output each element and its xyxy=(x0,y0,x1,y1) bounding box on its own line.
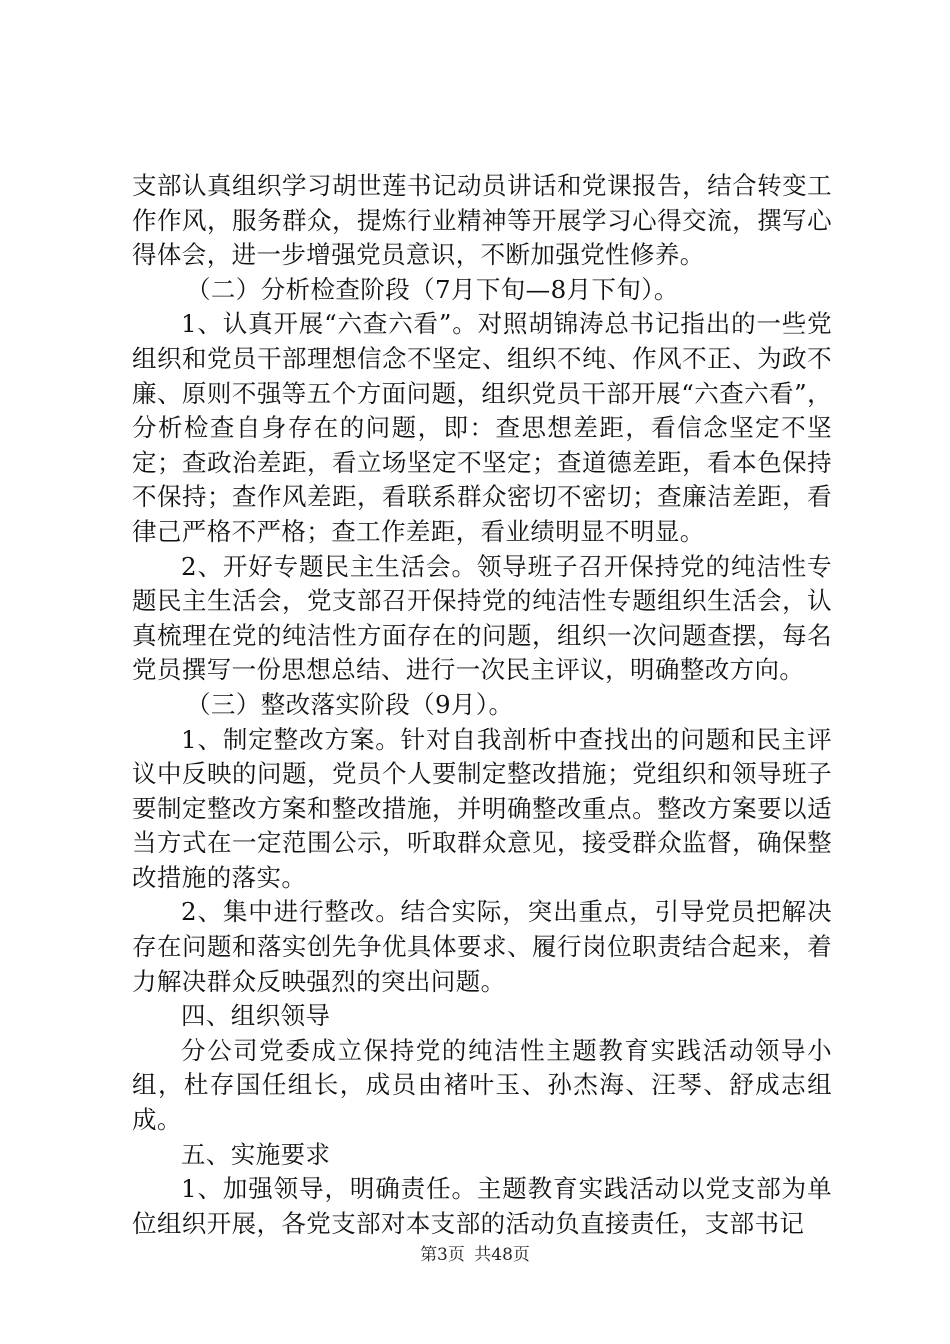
paragraph-leadership-group: 分公司党委成立保持党的纯洁性主题教育实践活动领导小组，杜存国任组长，成员由褚叶玉、孙杰海、汪琴、舒成志组成。 xyxy=(132,1035,832,1135)
paragraph-rectification-plan: 1、制定整改方案。针对自我剖析中查找出的问题和民主评议中反映的问题，党员个人要制定整改措施；党组织和领导班子要制定整改方案和整改措施，并明确整改重点。整改方案要以适当方式在一定范围公示，听取群众意见，接受群众监督，确保整改措施的落实。 xyxy=(132,724,832,892)
section-heading-organization-leadership: 四、组织领导 xyxy=(181,1001,331,1031)
section-heading-rectification-stage: （三）整改落实阶段（9月）。 xyxy=(186,689,514,719)
page-number-label: 第3页 共48页 xyxy=(420,1245,530,1265)
paragraph-six-checks: 1、认真开展“六查六看”。对照胡锦涛总书记指出的一些党组织和党员干部理想信念不坚定、组织不纯、作风不正、为政不廉、原则不强等五个方面问题，组织党员干部开展“六查六看”，分析检查自身存在的问题，即：查思想差距，看信念坚定不坚定；查政治差距，看立场坚定不坚定；查道德差距，看本色保持不保持；查作风差距，看联系群众密切不密切；查廉洁差距，看律己严格不严格；查工作差距，看业绩明显不明显。 xyxy=(132,309,832,546)
document-body xyxy=(132,169,832,1241)
section-heading-analysis-stage: （二）分析检查阶段（7月下旬—8月下旬）。 xyxy=(186,274,679,304)
paragraph-concentrated-rectification: 2、集中进行整改。结合实际，突出重点，引导党员把解决存在问题和落实创先争优具体要求、履行岗位职责结合起来，着力解决群众反映强烈的突出问题。 xyxy=(132,897,832,996)
paragraph-strengthen-leadership: 1、加强领导，明确责任。主题教育实践活动以党支部为单位组织开展，各党支部对本支部的活动负直接责任，支部书记 xyxy=(132,1174,832,1238)
section-heading-implementation-requirements: 五、实施要求 xyxy=(181,1139,331,1169)
paragraph-democratic-life-meeting: 2、开好专题民主生活会。领导班子召开保持党的纯洁性专题民主生活会，党支部召开保持党的纯洁性专题组织生活会，认真梳理在党的纯洁性方面存在的问题，组织一次问题查摆，每名党员撰写一份思想总结、进行一次民主评议，明确整改方向。 xyxy=(132,551,832,685)
page-footer xyxy=(0,1243,950,1267)
paragraph-continuation: 支部认真组织学习胡世莲书记动员讲话和党课报告，结合转变工作作风，服务群众，提炼行业精神等开展学习心得交流，撰写心得体会，进一步增强党员意识，不断加强党性修养。 xyxy=(132,171,832,270)
